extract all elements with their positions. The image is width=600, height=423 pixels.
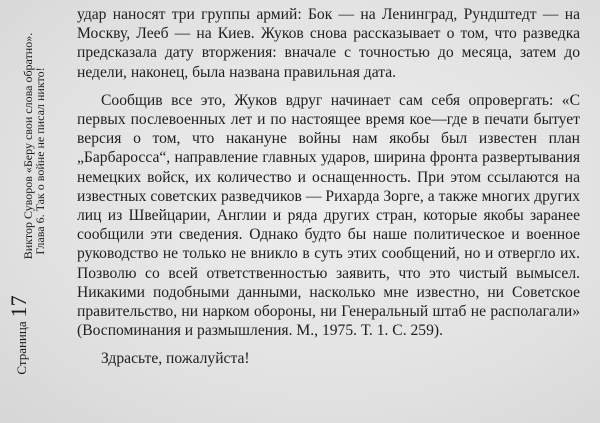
- book-title: Виктор Суворов «Беру свои слова обратно».: [21, 32, 35, 260]
- chapter-title: Глава 6. Так о войне не писал никто!: [33, 67, 47, 255]
- page-word: Страница: [14, 321, 29, 375]
- page-number: 17: [6, 295, 31, 318]
- paragraph-1: удар наносят три группы армий: Бок — на Ленинград, Рундштедт — на Москву, Лееб — на Киев. Жуков снова рассказывает о том, что разведка предсказала дату вторжения: вначале с точностью до месяца, затем до недели, наконец, была названа правильная дата.: [77, 6, 580, 81]
- paragraph-3: Здрасьте, пожалуйста!: [101, 350, 250, 368]
- paragraph-2: Сообщив все это, Жуков вдруг начинает сам себя опровергать: «С первых послевоенных лет и по настоящее время кое—где в печати бытует версия о том, что накануне войны нам якобы был известен план „Барбаросса“, направление главных ударов, ширина фронта развертывания немецких войск, их количество и оснащенность. При этом ссылаются на известных советских разведчиков — Рихарда Зорге, а также многих других лиц из Швейцарии, Англии и ряда других стран, которые якобы заранее сообщили эти сведения. Однако будто бы наше политическое и военное руководство не только не вникло в суть этих сообщений, но и отвергло их. Позволю со всей ответственностью заявить, что это чистый вымысел. Никакими подобными данными, насколько мне известно, ни Советское правительство, ни нарком обороны, ни Генеральный штаб не располагали» (Воспоминания и размышления. М., 1975. Т. 1. С. 259).: [77, 91, 580, 340]
- page-number-label: [6, 280, 32, 390]
- body-text: [77, 5, 580, 369]
- page-margin: [0, 0, 62, 423]
